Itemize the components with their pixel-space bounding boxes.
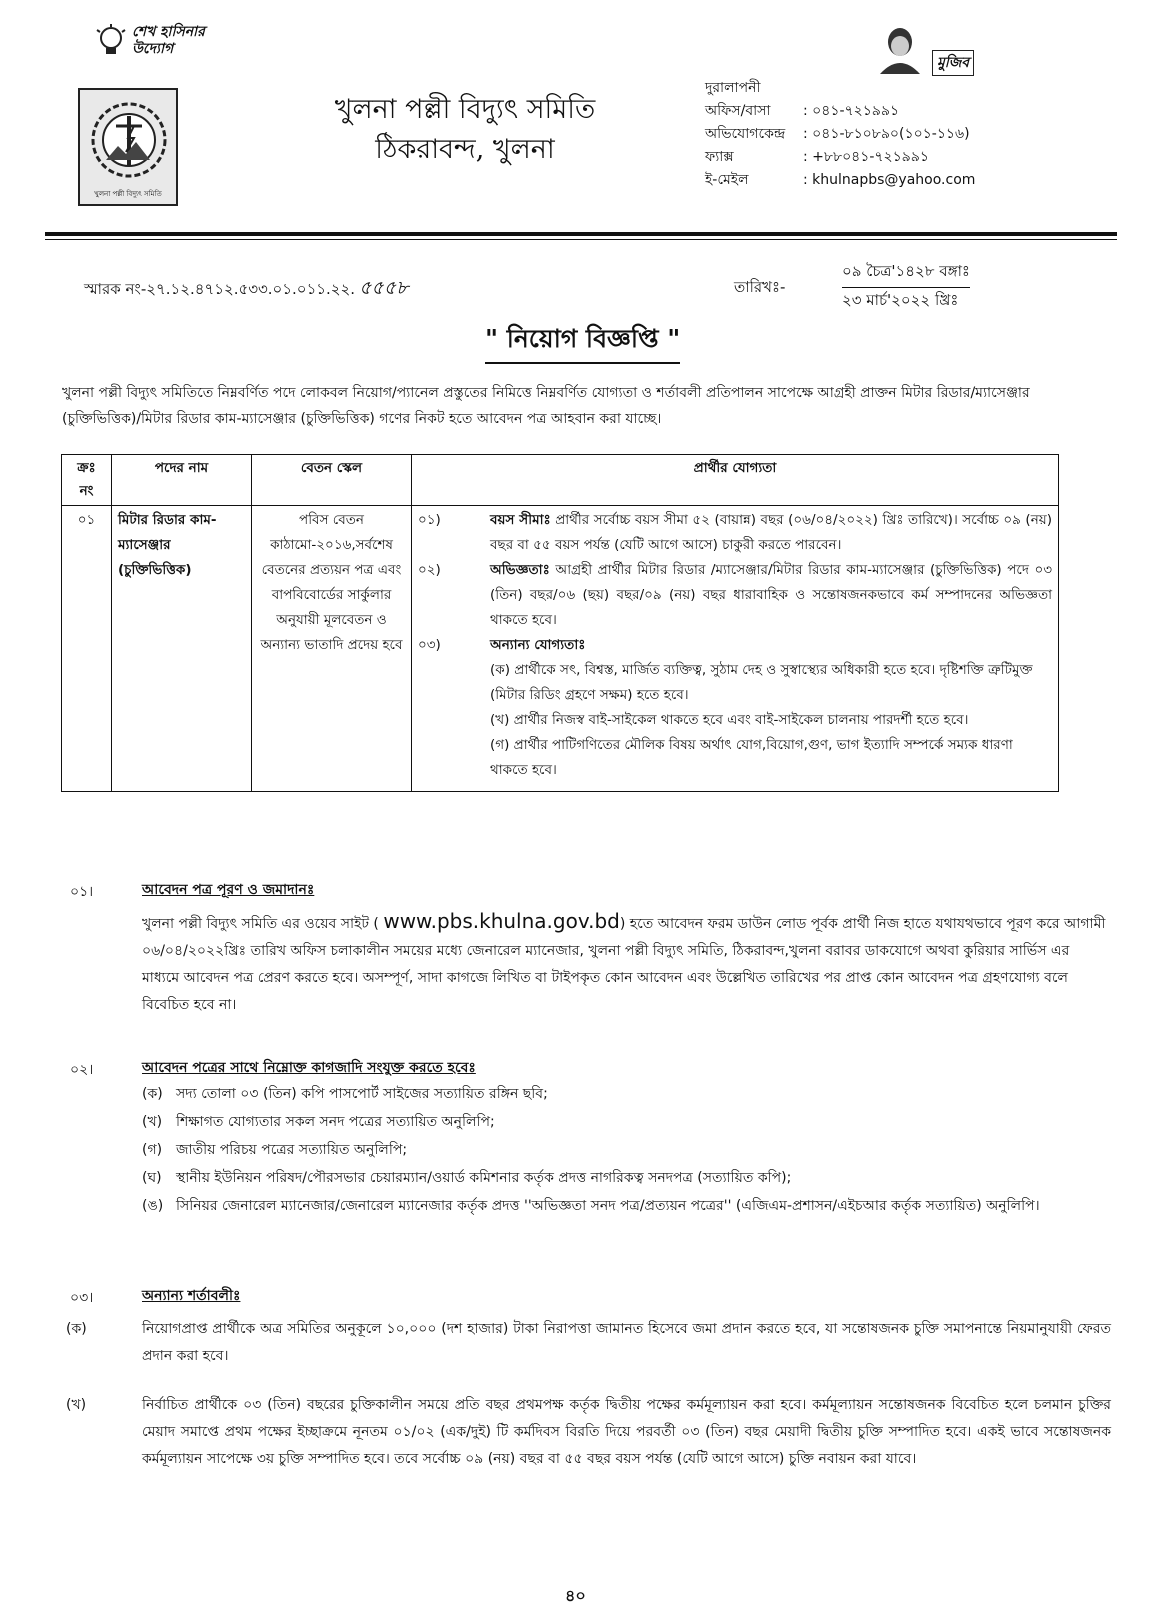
contact-value: : ০৪১-৭২১৯৯১ (803, 103, 900, 119)
contact-heading: দুরালাপনী (705, 80, 761, 96)
item-text: শিক্ষাগত যোগ্যতার সকল সনদ পত্রের সত্যায়িত অনুলিপি; (176, 1114, 495, 1130)
list-item (142, 1164, 1107, 1192)
portrait-icon (874, 22, 926, 74)
contact-label: অভিযোগকেন্দ্র (705, 126, 786, 142)
contact-value: : ০৪১-৮১০৮৯০(১০১-১১৬) (803, 126, 970, 142)
power-pole-icon (88, 96, 170, 184)
other-qualification: (ক) প্রার্থীকে সৎ, বিশ্বস্ত, মার্জিত ব্যক্তিত্ব, সুঠাম দেহ ও সুস্বাস্থ্যের অধিকারী হতে হবে। দৃষ্টিশক্তি ত্রুটিমুক্ত (মিটার রিডিং গ্রহণে সক্ষম) হতে হবে। (490, 662, 1033, 703)
documents-list (142, 1080, 1107, 1220)
qualification-table (61, 454, 1059, 792)
item-number: ০২) (418, 562, 441, 578)
section-number: ০১। (70, 884, 94, 900)
table-row (62, 506, 1059, 792)
cell-pay-scale: পবিস বেতন কাঠামো-২০১৬,সর্বশেষ বেতনের প্রত্যয়ন পত্র এবং বাপবিবোর্ডের সার্কুলার অনুযায়ী মূলবেতন ও অন্যান্য ভাতাদি প্রদেয় হবে (252, 506, 412, 792)
item-text: সদ্য তোলা ০৩ (তিন) কপি পাসপোর্ট সাইজের সত্যায়িত রঙ্গিন ছবি; (176, 1086, 548, 1102)
list-item (66, 1316, 1111, 1370)
logo-text-line1: শেখ হাসিনার (132, 24, 205, 40)
date-bangla: ০৯ চৈত্র'১৪২৮ বঙ্গাঃ (842, 260, 970, 288)
section-number: ০৩। (70, 1290, 94, 1306)
list-item (142, 1080, 1107, 1108)
header-rule-thin (45, 239, 1117, 240)
col-serial: ক্রঃ নং (62, 455, 112, 506)
table-header-row (62, 455, 1059, 506)
intro-paragraph: খুলনা পল্লী বিদ্যুৎ সমিতিতে নিম্নবর্ণিত পদে লোকবল নিয়োগ/প্যানেল প্রস্তুতের নিমিত্তে নিম্নবর্ণিত যোগ্যতা ও শর্তাবলী প্রতিপালন সাপেক্ষে আগ্রহী প্রাক্তন মিটার রিডার/ম্যাসেঞ্জার (চুক্তিভিত্তিক)/মিটার রিডার কাম-ম্যাসেঞ্জার (চুক্তিভিত্তিক) গণের নিকট হতে আবেদন পত্র আহবান করা যাচ্ছে। (62, 385, 1030, 427)
contact-row (705, 123, 1145, 146)
notice-title: " নিয়োগ বিজ্ঞপ্তি " (485, 319, 680, 364)
item-text: জাতীয় পরিচয় পত্রের সত্যায়িত অনুলিপি; (176, 1142, 408, 1158)
item-text: নির্বাচিত প্রার্থীকে ০৩ (তিন) বছরের চুক্তিকালীন সময়ে প্রতি বছর প্রথমপক্ষ কর্তৃক দ্বিতীয় পক্ষের কর্মমূল্যায়ন করা হবে। কর্মমূল্যায়ন সন্তোষজনক বিবেচিত হলে চলমান চুক্তির মেয়াদ সমাপ্তে প্রথম পক্ষের ইচ্ছাক্রমে নূনতম ০১/০২ (এক/দুই) টি কর্মদিবস বিরতি দিয়ে পরবর্তী ০৩ (তিন) বছর মেয়াদী দ্বিতীয় চুক্তি সম্পাদিত হবে। একই ভাবে সন্তোষজনক কর্মমূল্যায়ন সাপেক্ষে ৩য় চুক্তি সম্পাদিত হবে। তবে সর্বোচ্চ ০৯ (নয়) বছর বা ৫৫ বছর বয়স পর্যন্ত (যেটি আগে আসে) চুক্তি নবায়ন করা যাবে। (142, 1397, 1111, 1467)
paragraph-text: ) হতে আবেদন ফরম ডাউন লোড পূর্বক প্রার্থী নিজ হাতে যথাযথভাবে পূরণ করে আগামী ০৬/০৪/২০২২খ্রিঃ তারিখ অফিস চলাকালীন সময়ের মধ্যে জেনারেল ম্যানেজার, খুলনা পল্লী বিদ্যুৎ সমিতি, ঠিকরাবন্দ,খুলনা বরাবর ডাকযোগে অথবা কুরিয়ার সার্ভিস এর মাধ্যমে আবেদন পত্র প্রেরণ করতে হবে। অসম্পূর্ণ, সাদা কাগজে লিখিত বা টাইপকৃত কোন আবেদন এবং উল্লেখিত তারিখের পর প্রাপ্ত কোন আবেদন পত্র গ্রহণযোগ্য বলে বিবেচিত হবে না। (142, 916, 1106, 1013)
item-text: নিয়োগপ্রাপ্ত প্রার্থীকে অত্র সমিতির অনুকূলে ১০,০০০ (দশ হাজার) টাকা নিরাপত্তা জামানত হিসেবে জমা প্রদান করতে হবে, যা সন্তোষজনক চুক্তি সমাপনান্তে নিয়মানুযায়ী ফেরত প্রদান করা হবে। (142, 1321, 1111, 1364)
item-marker: (ঘ) (142, 1170, 162, 1186)
contact-label: ফ্যাক্স (705, 149, 734, 165)
col-post: পদের নাম (112, 455, 252, 506)
list-item (142, 1192, 1107, 1220)
item-text: সিনিয়র জেনারেল ম্যানেজার/জেনারেল ম্যানেজার কর্তৃক প্রদত্ত ''অভিজ্ঞতা সনদ পত্র/প্রত্যয়ন পত্রের'' (এজিএম-প্রশাসন/এইচআর কর্তৃক সত্যায়িত) অনুলিপি। (176, 1198, 1040, 1214)
logo-text-line2: উদ্যোগ (132, 41, 174, 57)
org-heading (300, 90, 630, 170)
page-number: ৪০ (565, 1586, 586, 1605)
other-qualification: (গ) প্রার্থীর পাটিগণিতের মৌলিক বিষয় অর্থাৎ যোগ,বিয়োগ,গুণ, ভাগ ইত্যাদি সম্পর্কে সম্যক ধারণা থাকতে হবে। (490, 737, 1013, 778)
contact-label: ই-মেইল (705, 172, 749, 188)
emblem-caption: খুলনা পল্লী বিদ্যুৎ সমিতি (94, 190, 162, 198)
contact-value: : +৮৮০৪১-৭২১৯৯১ (803, 149, 929, 165)
cell-post: মিটার রিডার কাম-ম্যাসেঞ্জার (চুক্তিভিত্তিক) (112, 506, 252, 792)
header-rule (45, 232, 1117, 236)
item-marker: (ক) (66, 1321, 87, 1337)
memo-ref-number: স্মারক নং-২৭.১২.৪৭১২.৫৩৩.০১.০১১.২২. (84, 280, 356, 298)
section-heading: আবেদন পত্রের সাথে নিম্নোক্ত কাগজাদি সংযুক্ত করতে হবেঃ (142, 1060, 476, 1076)
paragraph-text: খুলনা পল্লী বিদ্যুৎ সমিতি এর ওয়েব সাইট ( (142, 916, 384, 932)
qualification-item (418, 633, 1052, 783)
portrait-signature: মুজিব (932, 50, 974, 76)
item-text: প্রার্থীর সর্বোচ্চ বয়স সীমা ৫২ (বায়ান্ন) বছর (০৬/০৪/২০২২) খ্রিঃ তারিখে)। সর্বোচ্চ ০৯ (নয়) বছর বা ৫৫ বয়স পর্যন্ত (যেটি আগে আসে) চাকুরী করতে পারবেন। (490, 512, 1052, 553)
section-paragraph (142, 908, 1107, 1019)
contact-email[interactable]: : khulnapbs@yahoo.com (803, 172, 976, 188)
conditions-list (66, 1316, 1111, 1473)
item-title: বয়স সীমাঃ (490, 512, 551, 528)
item-marker: (ঙ) (142, 1198, 164, 1214)
memo-reference (84, 274, 408, 306)
sheikh-hasina-initiative-logo (88, 22, 288, 66)
contact-row (705, 146, 1145, 169)
contact-block (705, 77, 1145, 192)
bulb-icon (94, 24, 128, 58)
memo-handwritten-number: ৫৫৫৮ (359, 277, 409, 299)
cell-serial: ০১ (62, 506, 112, 792)
org-name: খুলনা পল্লী বিদ্যুৎ সমিতি (334, 94, 596, 125)
list-item (142, 1136, 1107, 1164)
contact-row (705, 100, 1145, 123)
item-text: আগ্রহী প্রার্থীর মিটার রিডার /ম্যাসেঞ্জার/মিটার রিডার কাম-ম্যাসেঞ্জার (চুক্তিভিত্তিক) পদে ০৩ (তিন) বছর/০৬ (ছয়) বছর/০৯ (নয়) বছর ধারাবাহিক ও সন্তোষজনকভাবে কর্ম সম্পাদনের অভিজ্ঞতা থাকতে হবে। (490, 562, 1052, 628)
item-marker: (খ) (66, 1397, 87, 1413)
item-marker: (ক) (142, 1086, 163, 1102)
date-english: ২৩ মার্চ'২০২২ খ্রিঃ (842, 291, 959, 309)
item-marker: (খ) (142, 1114, 163, 1130)
item-number: ০৩) (418, 637, 441, 653)
section-heading: আবেদন পত্র পূরণ ও জমাদানঃ (142, 882, 315, 898)
section-heading: অন্যান্য শর্তাবলীঃ (142, 1288, 241, 1304)
col-qualification: প্রার্থীর যোগ্যতা (412, 455, 1059, 506)
qualification-item (418, 558, 1052, 633)
item-number: ০১) (418, 512, 441, 528)
item-title: অভিজ্ঞতাঃ (490, 562, 550, 578)
section-number: ০২। (70, 1062, 94, 1078)
item-text: স্থানীয় ইউনিয়ন পরিষদ/পৌরসভার চেয়ারম্যান/ওয়ার্ড কমিশনার কর্তৃক প্রদত্ত নাগরিকত্ব সনদপত্র (সত্যায়িত কপি); (176, 1170, 792, 1186)
contact-label: অফিস/বাসা (705, 103, 771, 119)
pbs-emblem (78, 88, 178, 206)
org-address: ঠিকরাবন্দ, খুলনা (375, 134, 555, 165)
item-marker: (গ) (142, 1142, 163, 1158)
other-qualification: (খ) প্রার্থীর নিজস্ব বাই-সাইকেল থাকতে হবে এবং বাই-সাইকেল চালনায় পারদর্শী হতে হবে। (490, 712, 969, 728)
qualification-item (418, 508, 1052, 558)
contact-row (705, 169, 1145, 192)
mujib-portrait (870, 22, 1020, 74)
col-pay-scale: বেতন স্কেল (252, 455, 412, 506)
date-label: তারিখঃ- (734, 278, 786, 296)
list-item (66, 1392, 1111, 1473)
list-item (142, 1108, 1107, 1136)
website-link[interactable]: www.pbs.khulna.gov.bd (383, 909, 620, 933)
item-title: অন্যান্য যোগ্যতাঃ (490, 637, 586, 653)
cell-qualification (412, 506, 1059, 792)
